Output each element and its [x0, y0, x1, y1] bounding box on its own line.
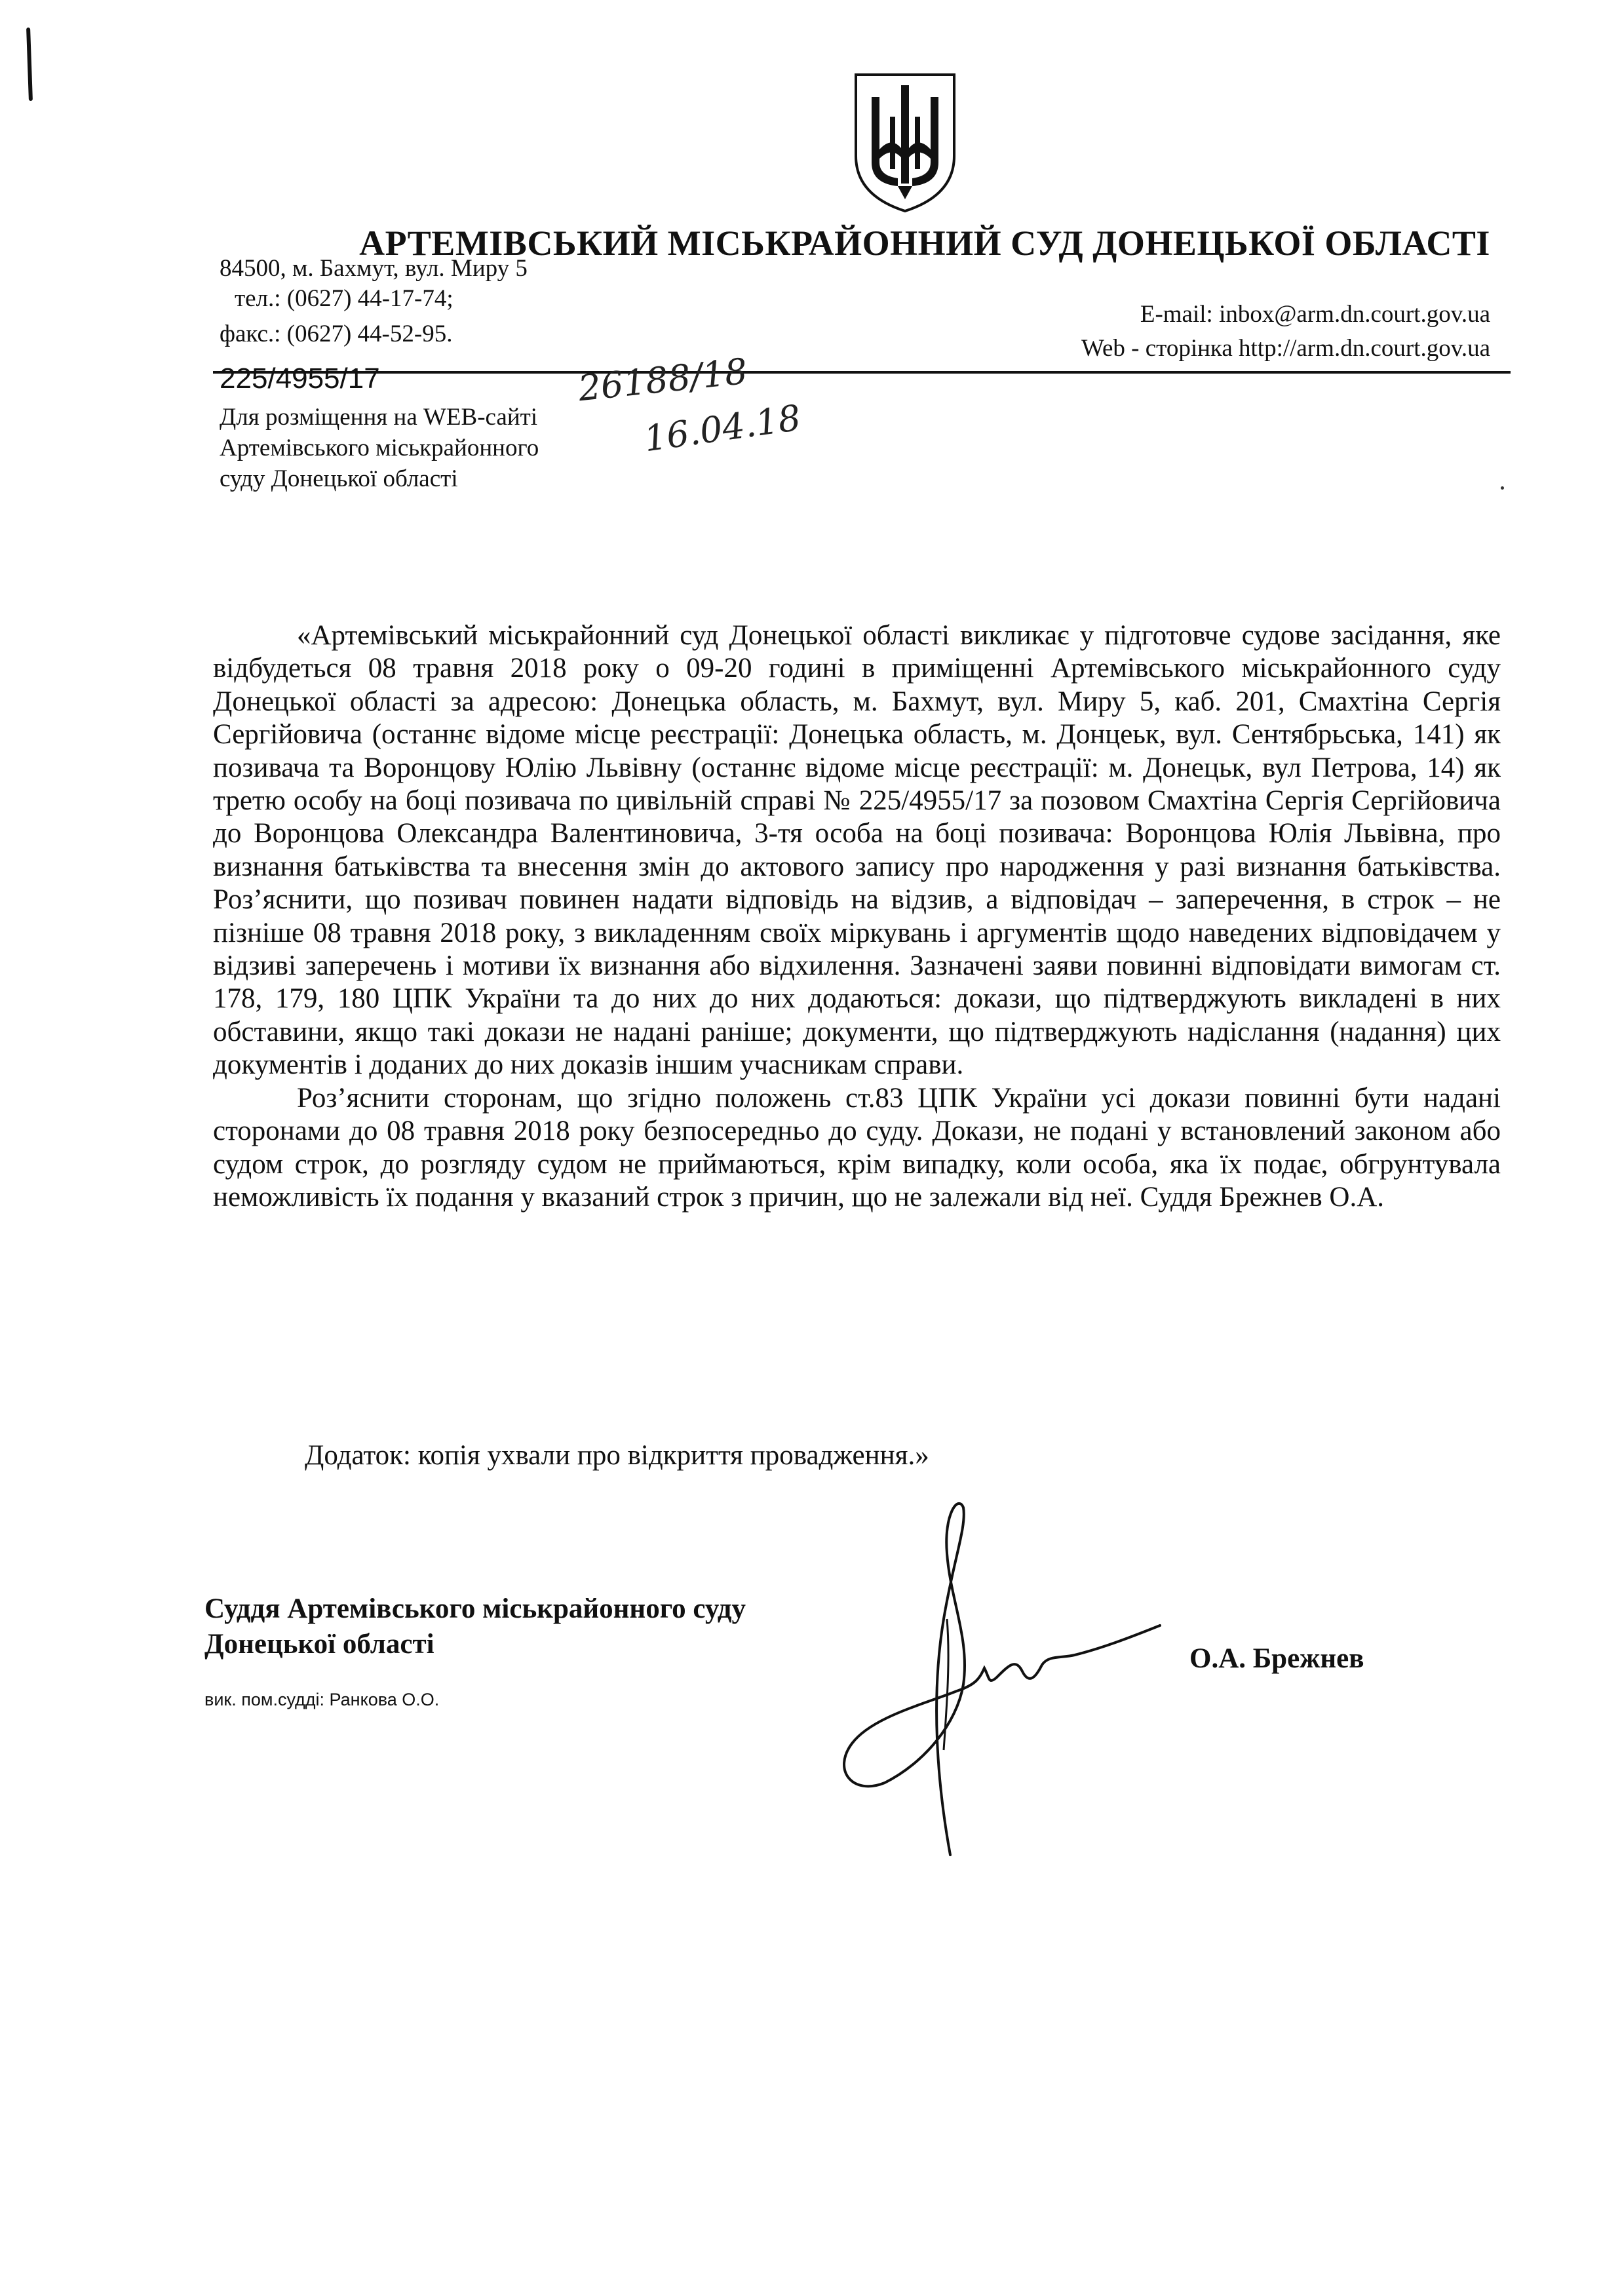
- placement-note-line: Для розміщення на WEB-сайті: [220, 404, 538, 431]
- handwritten-signature-icon: [813, 1488, 1219, 1894]
- notice-paragraph-evidence: Роз’яснити сторонам, що згідно положень ст.83 ЦПК України усі докази повинні бути надані сторонами до 08 травня 2018 року безпосередньо до суду. Докази, не подані у встановлений законом або судом строк, до розгляду судом не приймаються, крім випадку, коли особа, яка їх подає, обгрунтувала неможливість їх подання у вказаний строк з причин, що не залежали від неї. Суддя Брежнев О.А.: [213, 1082, 1501, 1213]
- placement-note-line: Артемівського міськрайонного: [220, 435, 539, 461]
- tryzub-coat-of-arms-icon: [852, 71, 958, 215]
- executor-note: вик. пом.судді: Ранкова О.О.: [204, 1690, 440, 1709]
- scan-artifact-mark: [26, 28, 33, 101]
- court-website: Web - сторінка http://arm.dn.court.gov.ua: [1081, 335, 1490, 362]
- placement-note-line: суду Донецької області: [220, 465, 458, 492]
- header-divider: [213, 371, 1511, 374]
- notice-paragraph-summons: «Артемівський міськрайонний суд Донецької області викликає у підготовче судове засідання, яке відбудеться 08 травня 2018 року о 09-20 годині в приміщенні Артемівського міськрайонного суду Донецької області за адресою: Донецька область, м. Бахмут, вул. Миру 5, каб. 201, Смахтіна Сергія Сергійовича (останнє відоме місце реєстрації: Донецька область, м. Донцеьк, вул. Сентябрьська, 141) як позивача та Воронцову Юлію Львівну (останнє відоме місце реєстрації: м. Донецьк, вул Петрова, 14) як третю особу на боці позивача по цивільній справі № 225/4955/17 за позовом Смахтіна Сергія Сергійовича до Воронцова Олександра Валентиновича, 3-тя особа на боці позивача: Воронцова Юлія Львівна, про визнання батьківства та внесення змін до актового запису про народження у разі визнання батьківства. Роз’яснити, що позивач повинен надати відповідь на відзив, а відповідач – заперечення, в строк – не пізніше 08 травня 2018 року, з викладенням своїх міркувань і аргументів щодо наведених відповідачем у відзиві заперечень і мотиви їх визнання або відхилення. Зазначені заяви повинні відповідати вимогам ст. 178, 179, 180 ЦПК України та до них до них додаються: докази, що підтверджують викладені в них обставини, якщо такі докази не надані раніше; документи, що підтверджують надіслання (надання) цих документів і доданих до них доказів іншим учасникам справи.: [213, 620, 1501, 1081]
- court-name-heading: АРТЕМІВСЬКИЙ МІСЬКРАЙОННИЙ СУД ДОНЕЦЬКОЇ ОБЛАСТІ: [359, 224, 1490, 263]
- court-fax: факс.: (0627) 44-52-95.: [220, 321, 453, 347]
- notice-annex: Додаток: копія ухвали про відкриття провадження.»: [305, 1440, 929, 1471]
- judge-title-line: Суддя Артемівського міськрайонного суду: [204, 1593, 746, 1624]
- court-address: 84500, м. Бахмут, вул. Миру 5: [220, 255, 528, 282]
- handwritten-registration-date: 16.04.18: [641, 397, 803, 460]
- handwritten-registration-number: 26188/18: [576, 350, 750, 410]
- judge-name: О.А. Брежнев: [1189, 1643, 1364, 1674]
- scan-dot-artifact: [1501, 486, 1504, 490]
- case-number: 225/4955/17: [220, 362, 380, 395]
- notice-body: [213, 619, 1501, 1214]
- judge-title-line: Донецької області: [204, 1629, 434, 1660]
- court-phone: тел.: (0627) 44-17-74;: [235, 285, 453, 312]
- court-email: E-mail: inbox@arm.dn.court.gov.ua: [1140, 301, 1490, 328]
